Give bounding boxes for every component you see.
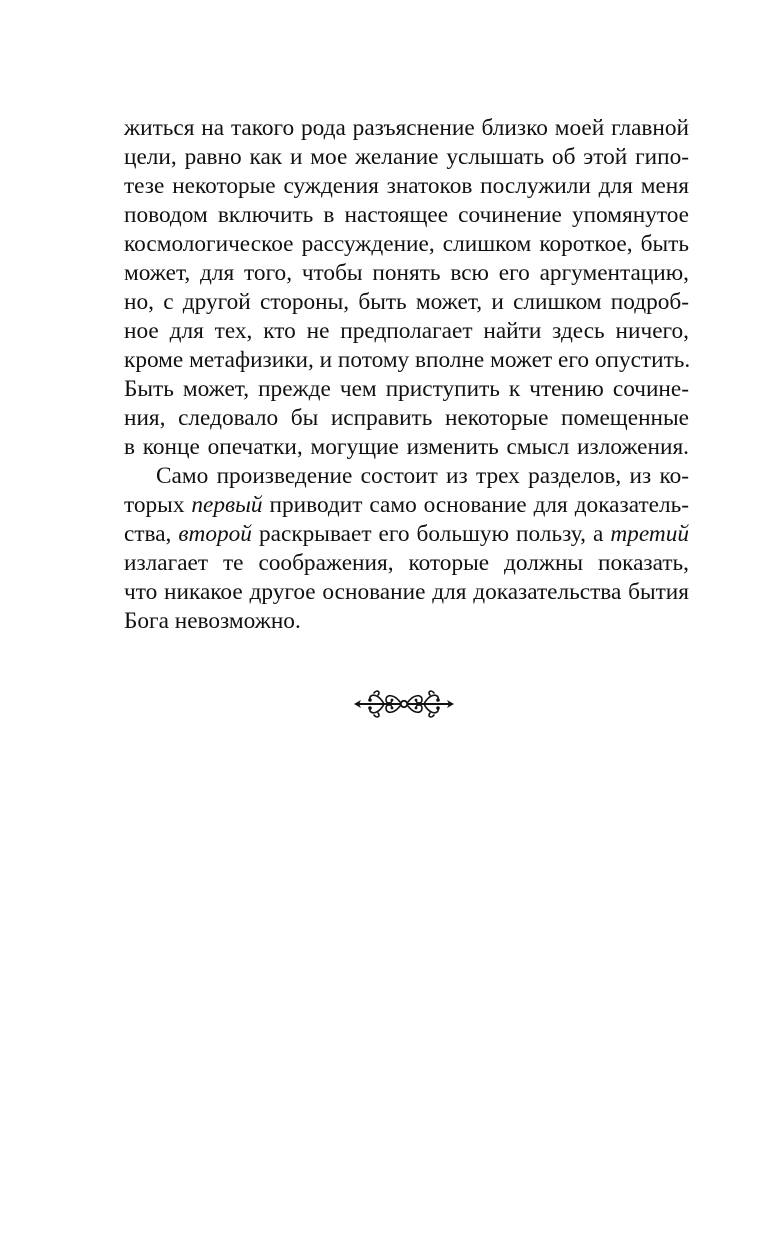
text-line: ное для тех, кто не предполагает найти здесь ничего, — [124, 318, 689, 344]
fleuron-ornament-icon — [352, 684, 456, 724]
text-line: поводом включить в настоящее сочинение упомянутое — [124, 202, 689, 228]
text-run: раскрывает его большую пользу, а — [251, 521, 611, 547]
text-line — [124, 491, 689, 520]
text-line: Само произведение состоит из трех разделов, из ко- — [156, 463, 689, 489]
text-line: но, с другой стороны, быть может, и слишком подроб- — [124, 289, 689, 315]
text-line: Быть может, прежде чем приступить к чтению сочине- — [124, 376, 689, 402]
text-line: что никакое другое основание для доказательства бытия — [124, 579, 689, 605]
text-run: торых — [124, 492, 192, 518]
italic-term: первый — [191, 492, 263, 518]
paragraph-1 — [124, 114, 689, 462]
text-line: космологическое рассуждение, слишком короткое, быть — [124, 231, 689, 257]
text-line: житься на такого рода разъяснение близко моей главной — [124, 115, 689, 141]
text-line: в конце опечатки, могущие изменить смысл изложения. — [124, 434, 689, 460]
text-line: тезе некоторые суждения знатоков послужили для меня — [124, 173, 689, 199]
text-line — [124, 520, 689, 549]
italic-term: второй — [178, 521, 252, 547]
text-line: ния, следовало бы исправить некоторые помещенные — [124, 405, 689, 431]
text-line: может, для того, чтобы понять всю его аргументацию, — [124, 260, 689, 286]
body-text — [124, 114, 689, 636]
paragraph-2 — [124, 462, 689, 636]
text-line: кроме метафизики, и потому вполне может его опустить. — [124, 347, 691, 373]
text-run: приводит само основание для доказатель- — [262, 492, 689, 518]
text-run: ства, — [124, 521, 179, 547]
text-line: Бога невозможно. — [124, 608, 301, 634]
italic-term: третий — [610, 521, 689, 547]
text-line: цели, равно как и мое желание услышать об этой гипо- — [124, 144, 689, 170]
text-line: излагает те соображения, которые должны показать, — [124, 550, 689, 576]
